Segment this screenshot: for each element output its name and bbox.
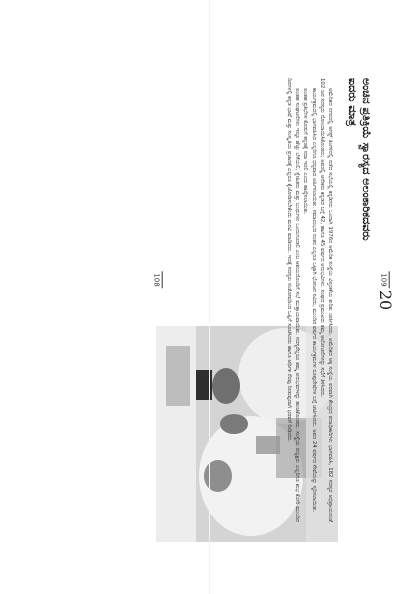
paragraph: ಅಂತಹ ಸಂಘಟನೆಗಳು ಇನ್ನೂ ಹೆಚ್ಚು ಬೆಳೆಯಲಿ, ಸ್ನೇಹಿತರು ಮತ್ತು ಬಂಧುಗಳು ಒಂದುಗೂಡಲಿ ಎಂಬ ಆಶಯದೊಂದಿಗೆ ಸಭೆ ಮುಕ್ತಾಯವಾಯಿತು. ಸದಸ್ಯರೆಲ್ಲರೂ ತಮ್ಮ ಅನುಭವಗಳನ್ನು ಹಂಚಿಕೊಂಡರು. ಸಂಸ್ಥೆಯ ಅಧ್ಯಕ್ಷರು ಎಲ್ಲರಿಗೂ ಶುಭ ಕೋರಿ ಮುಂದಿನ ದಿನಗಳಲ್ಲಿ ಕನ್ನಡ ಭಾಷೆ ಮತ್ತು ಸಂಸ್ಕೃತಿಯ ಪ್ರಚಾರಕ್ಕೆ ಎಲ್ಲರೂ ಕೈಜೋಡಿಸಬೇಕೆಂದು ಮನವಿ ಮಾಡಿದರು. ಇದಕ್ಕೆ ಸದಸ್ಯರು ಸಂತೋಷದಿಂದ ಒಪ್ಪಿಗೆ ಸೂಚಿಸಿದರು ಹಾಗೂ ಆರ್ಥಿಕ ನೆರವು ನೀಡುವುದಾಗಿ ಭರವಸೆ ನೀಡಿದರು.: [286, 78, 300, 522]
paragraph: ಅಮೆರಿಕದ ನಗರದಲ್ಲಿ ಆಗಸ್ಟ್ ತಿಂಗಳಿನಲ್ಲಿ ನಡೆದ ಸಭೆಯಲ್ಲಿ ಕನ್ನಡಿಗರು ಒಂದಾಗಿ 1976ರ ಅಮೆರಿಕ ಸಂಸ್ಥೆಯ ವಿಸ್ತರಣೆಯ ಕುರಿತು ಚರ್ಚಿಸಿದರು. ಅಮೆರಿಕದ ಅಕ್ಕ ಸಂಸ್ಥೆಯ ಪರವಾಗಿ ಕೇಂದ್ರದ ಪದಾಧಿಕಾರಿಗಳು ಭಾಗವಹಿಸಿ, 182 ಸದಸ್ಯರ ಅಭಿಪ್ರಾಯದಂತೆ 102 ಜನ ಸದಸ್ಯರು ನೋಂದಾಯಿಸಿಕೊಂಡರು; ಅವರಲ್ಲಿ ಅನೇಕರು ಕನ್ನಡದ ಬಗ್ಗೆ 42, ಹಾಗೂ 45 ವರ್ಷದ ಅನುಭವಿಗಳು. ಸಂಘದ ಪ್ರಮುಖರು ತಮ್ಮ ಆಲೋಚನೆಗಳನ್ನು ಸಭೆಗೆ ತಿಳಿಸಿದರು.: [319, 78, 333, 522]
paragraph: ಕಾರ್ಯಕ್ರಮದಲ್ಲಿ ಭಾಗವಹಿಸಿದ ಎಲ್ಲರಿಗೂ ಧನ್ಯವಾದ ಅರ್ಪಿಸಲಾಯಿತು. ಸಮಾರಂಭದ ನಂತರ ಎಲ್ಲರೂ ಒಟ್ಟಾಗಿ ಭೋಜನ ಸವಿದು, ಮುಂದಿನ ವರ್ಷದ ಕಾರ್ಯಕ್ರಮಗಳ ರೂಪುರೇಷೆಗಳ ಬಗ್ಗೆ ಚರ್ಚಿಸಿದರು. ಅವರ 24 ವರ್ಷದ ಸೇವೆಯನ್ನು ಸ್ಮರಿಸಲಾಯಿತು.: [311, 88, 317, 513]
text-page: [145, 70, 395, 530]
page-number-left: 108: [152, 273, 161, 287]
chapter-heading: [345, 78, 373, 522]
chapter-number: 20: [376, 289, 395, 311]
body-text: [284, 78, 333, 522]
heading-line-2: ಐದರು ಮಾತ್ರ: [346, 78, 359, 127]
paragraph: ಅಂತಹ ಪ್ರತಿಭೆಗಳ ಕೊಡುಗೆ ಕನ್ನಡಕ್ಕೆ ಸದಾ ಇರಲಿ ಎಂದು ಹಾರೈಸಲಾಯಿತು.: [302, 88, 309, 215]
page-number-right: 109: [379, 273, 388, 287]
heading-line-1: ಅಂಚಿನ ಪ್ರತಿಕ್ರಿಯೆ ಸ್ವಾರಸ್ಯದ ಅಲಂಕಾರಿಕದವರು: [360, 78, 373, 241]
